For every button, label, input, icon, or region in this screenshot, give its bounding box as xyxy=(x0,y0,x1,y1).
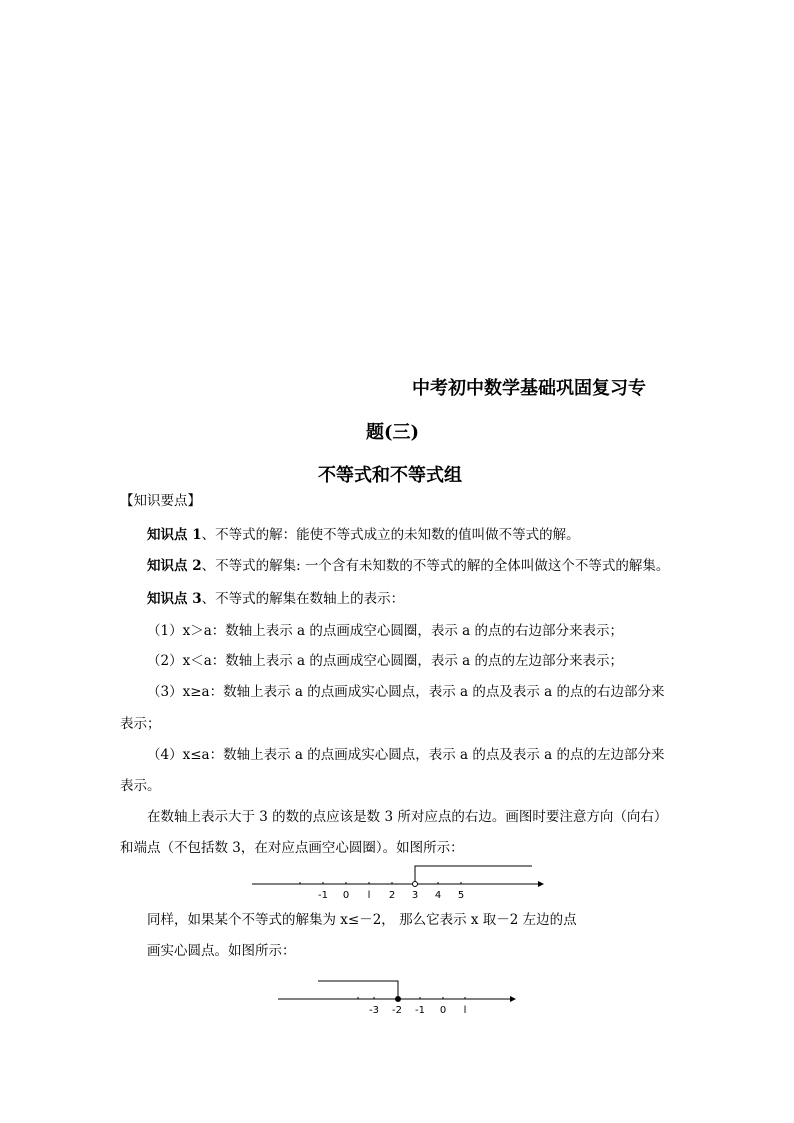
kp1-label: 知识点 1 xyxy=(147,527,202,543)
tick-label: l xyxy=(367,890,371,901)
paragraph-2-line1: 同样，如果某个不等式的解集为 x≤－2， 那么它表示 x 取－2 左边的点 xyxy=(147,912,577,928)
tick-label: -1 xyxy=(318,890,328,901)
paragraph-2-line2: 画实心圆点。如图所示： xyxy=(147,943,296,959)
tick-label: -2 xyxy=(392,1005,402,1016)
doc-subtitle: 不等式和不等式组 xyxy=(318,465,462,486)
knowledge-point-2 xyxy=(147,556,669,576)
tick-label: l xyxy=(463,1005,467,1016)
tick-label: 3 xyxy=(411,890,419,901)
doc-title-line1: 中考初中数学基础巩固复习专 xyxy=(412,378,646,399)
tick-label: 0 xyxy=(439,1005,447,1016)
tick-label: 0 xyxy=(342,890,350,901)
tick-label: -3 xyxy=(369,1005,379,1016)
kp1-text: 、不等式的解：能使不等式成立的未知数的值叫做不等式的解。 xyxy=(201,527,580,543)
knowledge-point-3 xyxy=(147,589,404,609)
tick-label: -1 xyxy=(415,1005,425,1016)
doc-title-line2: 题(三) xyxy=(366,422,420,443)
tick-label: 2 xyxy=(388,890,396,901)
tick-label: 5 xyxy=(457,890,465,901)
paragraph-1-line1: 在数轴上表示大于 3 的数的点应该是数 3 所对应点的右边。画图时要注意方向（向右） xyxy=(147,809,668,825)
number-line-figure-2 xyxy=(274,974,524,1016)
kp3-text: 、不等式的解集在数轴上的表示： xyxy=(201,591,405,607)
knowledge-point-1 xyxy=(147,525,580,545)
item-2: （2）x＜a：数轴上表示 a 的点画成空心圆圈，表示 a 的点的左边部分来表示； xyxy=(147,653,624,669)
solution-range-bracket xyxy=(415,866,532,881)
solution-range-bracket xyxy=(318,981,398,999)
axis-arrow xyxy=(538,881,544,887)
tick-label: 4 xyxy=(434,890,442,901)
item-3-line2: 表示； xyxy=(120,716,161,732)
number-line-figure-1 xyxy=(248,862,548,902)
kp3-label: 知识点 3 xyxy=(147,591,202,607)
paragraph-1-line2: 和端点（不包括数 3，在对应点画空心圆圈）。如图所示： xyxy=(120,840,464,856)
section-heading: 【知识要点】 xyxy=(120,493,201,509)
item-3-line1: （3）x≥a：数轴上表示 a 的点画成实心圆点，表示 a 的点及表示 a 的点的右边部分来 xyxy=(147,684,665,700)
item-4-line1: （4）x≤a：数轴上表示 a 的点画成实心圆点，表示 a 的点及表示 a 的点的左边部分来 xyxy=(147,747,665,763)
closed-endpoint xyxy=(396,997,401,1002)
item-4-line2: 表示。 xyxy=(120,778,161,794)
axis-arrow xyxy=(510,996,516,1002)
kp2-label: 知识点 2 xyxy=(147,558,202,574)
open-endpoint xyxy=(413,882,418,887)
item-1: （1）x＞a：数轴上表示 a 的点画成空心圆圈，表示 a 的点的右边部分来表示； xyxy=(147,623,624,639)
kp2-text: 、不等式的解集: 一个含有未知数的不等式的解的全体叫做这个不等式的解集。 xyxy=(201,558,670,574)
